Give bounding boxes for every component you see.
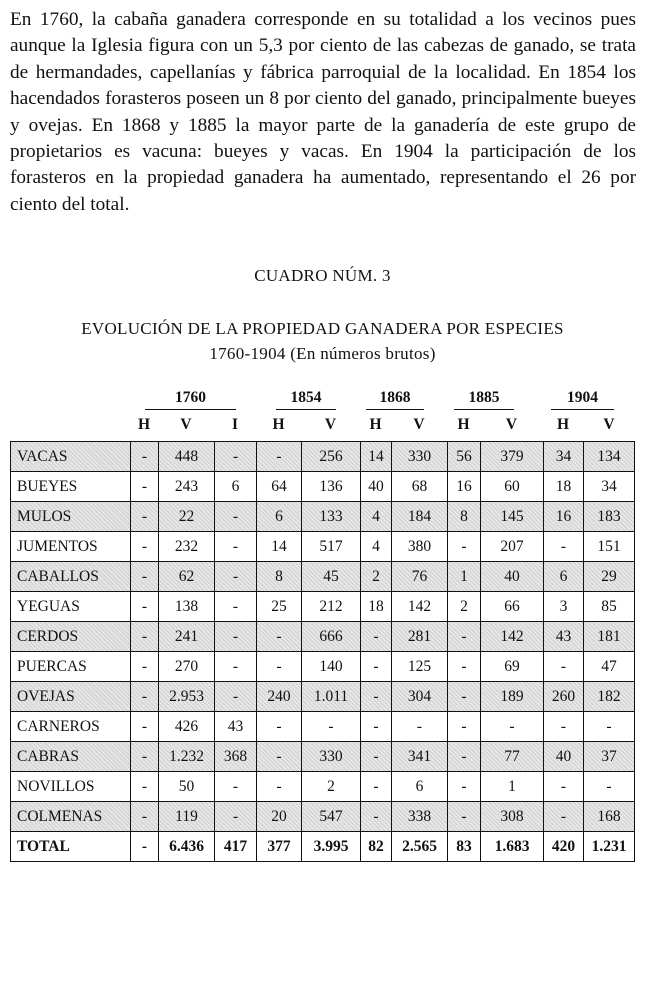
- table-cell: 43: [544, 622, 584, 652]
- table-cell: 60: [481, 472, 544, 502]
- species-name: NOVILLOS: [11, 772, 131, 802]
- table-cell: 14: [361, 442, 392, 472]
- table-cell: -: [215, 682, 257, 712]
- subheader-v: V: [505, 416, 518, 433]
- table-cell: 2.565: [392, 832, 448, 862]
- table-cell: 207: [481, 532, 544, 562]
- table-cell: 256: [302, 442, 361, 472]
- table-cell: 183: [584, 502, 635, 532]
- table-row: [11, 712, 635, 742]
- table-title-line-1: EVOLUCIÓN DE LA PROPIEDAD GANADERA POR ESPECIES: [81, 319, 564, 338]
- table-cell: -: [448, 802, 481, 832]
- table-cell: -: [257, 622, 302, 652]
- table-cell: -: [448, 742, 481, 772]
- table-cell: -: [215, 652, 257, 682]
- table-cell: -: [584, 712, 635, 742]
- table-cell: -: [131, 532, 159, 562]
- table-cell: 40: [544, 742, 584, 772]
- table-cell: -: [131, 772, 159, 802]
- table-cell: -: [544, 802, 584, 832]
- table-cell: 547: [302, 802, 361, 832]
- table-cell: 1.683: [481, 832, 544, 862]
- table-cell: 243: [159, 472, 215, 502]
- species-name: MULOS: [11, 502, 131, 532]
- table-cell: 448: [159, 442, 215, 472]
- table-cell: 330: [392, 442, 448, 472]
- table-cell: 168: [584, 802, 635, 832]
- table-cell: 29: [584, 562, 635, 592]
- table-cell: -: [361, 682, 392, 712]
- species-name: CERDOS: [11, 622, 131, 652]
- table-cell: 85: [584, 592, 635, 622]
- table-cell: -: [544, 532, 584, 562]
- table-row: [11, 472, 635, 502]
- table-cell: 212: [302, 592, 361, 622]
- table-cell: 6.436: [159, 832, 215, 862]
- table-cell: 56: [448, 442, 481, 472]
- species-name: YEGUAS: [11, 592, 131, 622]
- table-cell: -: [448, 712, 481, 742]
- table-cell: 37: [584, 742, 635, 772]
- table-cell: 281: [392, 622, 448, 652]
- table-cell: 417: [215, 832, 257, 862]
- subheader-v: V: [180, 416, 192, 433]
- table-cell: -: [448, 652, 481, 682]
- table-cell: 181: [584, 622, 635, 652]
- table-cell: 138: [159, 592, 215, 622]
- table-cell: 270: [159, 652, 215, 682]
- species-name: PUERCAS: [11, 652, 131, 682]
- table-row: [11, 802, 635, 832]
- table-cell: 1.231: [584, 832, 635, 862]
- table-cell: 420: [544, 832, 584, 862]
- table-cell: 18: [361, 592, 392, 622]
- table-cell: 182: [584, 682, 635, 712]
- table-cell: 16: [544, 502, 584, 532]
- table-row: [11, 682, 635, 712]
- table-cell: -: [448, 622, 481, 652]
- table-cell: 18: [544, 472, 584, 502]
- table-row: [11, 502, 635, 532]
- table-cell: 119: [159, 802, 215, 832]
- table-cell: -: [481, 712, 544, 742]
- table-row: [11, 532, 635, 562]
- livestock-table: [10, 441, 635, 862]
- table-cell: -: [215, 802, 257, 832]
- table-cell: 140: [302, 652, 361, 682]
- table-cell: -: [131, 502, 159, 532]
- table-cell: -: [361, 652, 392, 682]
- table-cell: 40: [361, 472, 392, 502]
- table-cell: -: [448, 682, 481, 712]
- table-cell: -: [131, 562, 159, 592]
- table-cell: -: [131, 802, 159, 832]
- table-cell: 43: [215, 712, 257, 742]
- table-cell: -: [544, 772, 584, 802]
- table-cell: -: [131, 742, 159, 772]
- table-cell: -: [361, 802, 392, 832]
- table-row: [11, 592, 635, 622]
- table-row: [11, 742, 635, 772]
- table-cell: 3: [544, 592, 584, 622]
- table-cell: 125: [392, 652, 448, 682]
- subheader-v: V: [413, 416, 425, 433]
- table-cell: 377: [257, 832, 302, 862]
- table-cell: -: [584, 772, 635, 802]
- year-header: [0, 389, 645, 411]
- table-cell: 232: [159, 532, 215, 562]
- table-cell: 151: [584, 532, 635, 562]
- species-name: TOTAL: [11, 832, 131, 862]
- species-name: CABRAS: [11, 742, 131, 772]
- table-cell: -: [257, 742, 302, 772]
- table-cell: 22: [159, 502, 215, 532]
- table-cell: -: [361, 742, 392, 772]
- table-cell: -: [131, 652, 159, 682]
- table-cell: 2: [361, 562, 392, 592]
- table-cell: 20: [257, 802, 302, 832]
- table-cell: 76: [392, 562, 448, 592]
- table-cell: -: [361, 622, 392, 652]
- table-cell: 77: [481, 742, 544, 772]
- table-cell: -: [544, 712, 584, 742]
- table-cell: 379: [481, 442, 544, 472]
- table-cell: -: [448, 772, 481, 802]
- table-cell: 517: [302, 532, 361, 562]
- table-cell: -: [131, 592, 159, 622]
- table-cell: 304: [392, 682, 448, 712]
- species-name: VACAS: [11, 442, 131, 472]
- table-cell: 3.995: [302, 832, 361, 862]
- year-1904: 1904: [551, 389, 614, 407]
- table-cell: -: [215, 502, 257, 532]
- table-cell: 1: [448, 562, 481, 592]
- table-cell: 241: [159, 622, 215, 652]
- table-cell: 66: [481, 592, 544, 622]
- table-cell: 47: [584, 652, 635, 682]
- body-paragraph: En 1760, la cabaña ganadera corresponde en su totalidad a los vecinos pues aunque la Iglesia figura con un 5,3 por ciento de las cabezas de ganado, se trata de hermandades, capellanías y fábrica parroquial de la localidad. En 1854 los hacendados forasteros poseen un 8 por ciento del ganado, principalmente bueyes y ovejas. En 1868 y 1885 la mayor parte de la ganadería de este grupo de propietarios es vacuna: bueyes y vacas. En 1904 la participación de los forasteros en la propiedad ganadera ha aumentado, representando el 26 por ciento del total.: [10, 9, 636, 215]
- table-row: [11, 772, 635, 802]
- table-cell: 25: [257, 592, 302, 622]
- table-cell: 666: [302, 622, 361, 652]
- table-cell: 2: [302, 772, 361, 802]
- subheader-h: H: [369, 416, 382, 433]
- subheader-v: V: [324, 416, 337, 433]
- table-cell: 62: [159, 562, 215, 592]
- table-cell: -: [544, 652, 584, 682]
- table-cell: 338: [392, 802, 448, 832]
- year-1885: 1885: [454, 389, 514, 407]
- table-cell: 142: [481, 622, 544, 652]
- table-cell: 50: [159, 772, 215, 802]
- table-cell: 136: [302, 472, 361, 502]
- year-1760: 1760: [145, 389, 236, 407]
- table-cell: 1.011: [302, 682, 361, 712]
- table-cell: 8: [448, 502, 481, 532]
- table-cell: -: [257, 442, 302, 472]
- subheader-h: H: [272, 416, 285, 433]
- subheader-h: H: [137, 416, 151, 433]
- table-cell: 142: [392, 592, 448, 622]
- table-cell: 368: [215, 742, 257, 772]
- table-cell: -: [131, 682, 159, 712]
- table-cell: 341: [392, 742, 448, 772]
- table-cell: 133: [302, 502, 361, 532]
- table-cell: 6: [392, 772, 448, 802]
- table-cell: 45: [302, 562, 361, 592]
- table-cell: 1: [481, 772, 544, 802]
- table-cell: -: [215, 622, 257, 652]
- table-cell: -: [448, 532, 481, 562]
- table-cell: -: [131, 832, 159, 862]
- species-name: BUEYES: [11, 472, 131, 502]
- table-row: [11, 442, 635, 472]
- year-1854: 1854: [276, 389, 336, 407]
- table-cell: 184: [392, 502, 448, 532]
- table-cell: 260: [544, 682, 584, 712]
- table-cell: -: [131, 442, 159, 472]
- table-cell: 6: [215, 472, 257, 502]
- table-cell: 380: [392, 532, 448, 562]
- table-cell: 4: [361, 532, 392, 562]
- table-cell: -: [257, 712, 302, 742]
- table-label: CUADRO NÚM. 3: [254, 266, 391, 285]
- subheader-v: V: [603, 416, 615, 433]
- table-title: [0, 316, 645, 366]
- table-row: [11, 652, 635, 682]
- table-body: [11, 442, 635, 862]
- table-cell: 240: [257, 682, 302, 712]
- table-cell: 330: [302, 742, 361, 772]
- table-cell: -: [361, 712, 392, 742]
- table-cell: -: [131, 712, 159, 742]
- table-cell: 2.953: [159, 682, 215, 712]
- table-cell: 8: [257, 562, 302, 592]
- table-cell: 40: [481, 562, 544, 592]
- table-cell: 134: [584, 442, 635, 472]
- species-name: CABALLOS: [11, 562, 131, 592]
- table-row: [11, 622, 635, 652]
- table-cell: 6: [544, 562, 584, 592]
- table-cell: 4: [361, 502, 392, 532]
- table-cell: 34: [584, 472, 635, 502]
- table-cell: 69: [481, 652, 544, 682]
- species-name: COLMENAS: [11, 802, 131, 832]
- species-name: JUMENTOS: [11, 532, 131, 562]
- table-cell: -: [215, 772, 257, 802]
- table-cell: 1.232: [159, 742, 215, 772]
- table-cell: -: [215, 592, 257, 622]
- species-name: OVEJAS: [11, 682, 131, 712]
- table-cell: -: [131, 472, 159, 502]
- table-cell: 308: [481, 802, 544, 832]
- table-cell: 16: [448, 472, 481, 502]
- species-name: CARNEROS: [11, 712, 131, 742]
- table-cell: -: [257, 652, 302, 682]
- subheader-i: I: [231, 416, 239, 433]
- table-cell: 426: [159, 712, 215, 742]
- table-cell: 68: [392, 472, 448, 502]
- table-cell: 2: [448, 592, 481, 622]
- table-cell: -: [302, 712, 361, 742]
- table-cell: 64: [257, 472, 302, 502]
- table-cell: 34: [544, 442, 584, 472]
- table-cell: -: [392, 712, 448, 742]
- table-cell: -: [215, 532, 257, 562]
- table-cell: 6: [257, 502, 302, 532]
- year-1868: 1868: [366, 389, 424, 407]
- table-cell: -: [215, 442, 257, 472]
- table-cell: -: [131, 622, 159, 652]
- table-row: [11, 562, 635, 592]
- subheader-h: H: [556, 416, 570, 433]
- total-row: [11, 832, 635, 862]
- subheader-h: H: [457, 416, 470, 433]
- table-cell: 145: [481, 502, 544, 532]
- table-cell: 189: [481, 682, 544, 712]
- table-cell: -: [257, 772, 302, 802]
- table-title-line-2: 1760-1904 (En números brutos): [209, 344, 436, 363]
- table-cell: -: [215, 562, 257, 592]
- table-cell: 83: [448, 832, 481, 862]
- table-cell: -: [361, 772, 392, 802]
- table-cell: 14: [257, 532, 302, 562]
- table-cell: 82: [361, 832, 392, 862]
